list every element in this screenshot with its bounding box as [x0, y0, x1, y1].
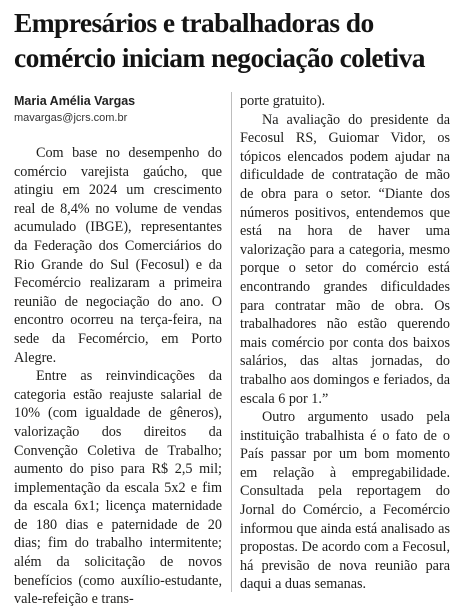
- article-column-2: [240, 92, 450, 594]
- headline-line-1: Empresários e trabalhadoras do: [14, 7, 374, 38]
- column-divider: [231, 92, 232, 592]
- paragraph: Na avaliação do presidente da Fecosul RS, Guiomar Vidor, os tópicos elencados podem ajudar na dificuldade de contratação de mão de obra para o setor. “Diante dos números positivos, entendemos que está na hora de haver uma valorização para a categoria, mesmo porque o setor do comércio está encontrando grandes dificuldades para contratar mão de obra. Os trabalhadores não estão querendo mais comércio por conta dos baixos salários, das altas jornadas, do trabalho aos domingos e feriados, da escala 6 por 1.”: [240, 111, 450, 407]
- author-email: mavargas@jcrs.com.br: [14, 112, 128, 124]
- author-byline: Maria Amélia Vargas: [14, 94, 136, 108]
- article-column-1: [14, 144, 222, 609]
- paragraph: Entre as reinvindicações da categoria estão reajuste salarial de 10% (com igualdade de gêneros), valorização dos direitos da Convenção Coletiva de Trabalho; aumento do piso para R$ 2,5 mil; implementação da escala 5x2 e fim da escala 6x1; licença maternidade de 180 dias e paternidade de 20 dias; fim do trabalho intermitente; além da solicitação de novos benefícios (como auxílio-estudante, vale-refeição e trans-: [14, 368, 222, 608]
- paragraph: Com base no desempenho do comércio varejista gaúcho, que atingiu em 2024 um crescimento real de 8,4% no volume de vendas acumulado (IBGE), representantes da Federação dos Comerciários do Rio Grande do Sul (Fecosul) e da Fecomércio realizaram a primeira reunião de negociação do ano. O encontro ocorreu na terça-feira, na sede da Fecomércio, em Porto Alegre.: [14, 145, 222, 366]
- paragraph: Outro argumento usado pela instituição trabalhista é o fato de o País passar por um bom momento em relação à empregabilidade. Consultada pela reportagem do Jornal do Comércio, a Fecomércio informou que ainda está analisado as propostas. De acordo com a Fecosul, há previsão de nova reunião para daqui a duas semanas.: [240, 409, 450, 593]
- headline-line-2: comércio iniciam negociação coletiva: [14, 42, 425, 73]
- paragraph-continuation: porte gratuito).: [240, 93, 326, 109]
- headline: [14, 5, 454, 75]
